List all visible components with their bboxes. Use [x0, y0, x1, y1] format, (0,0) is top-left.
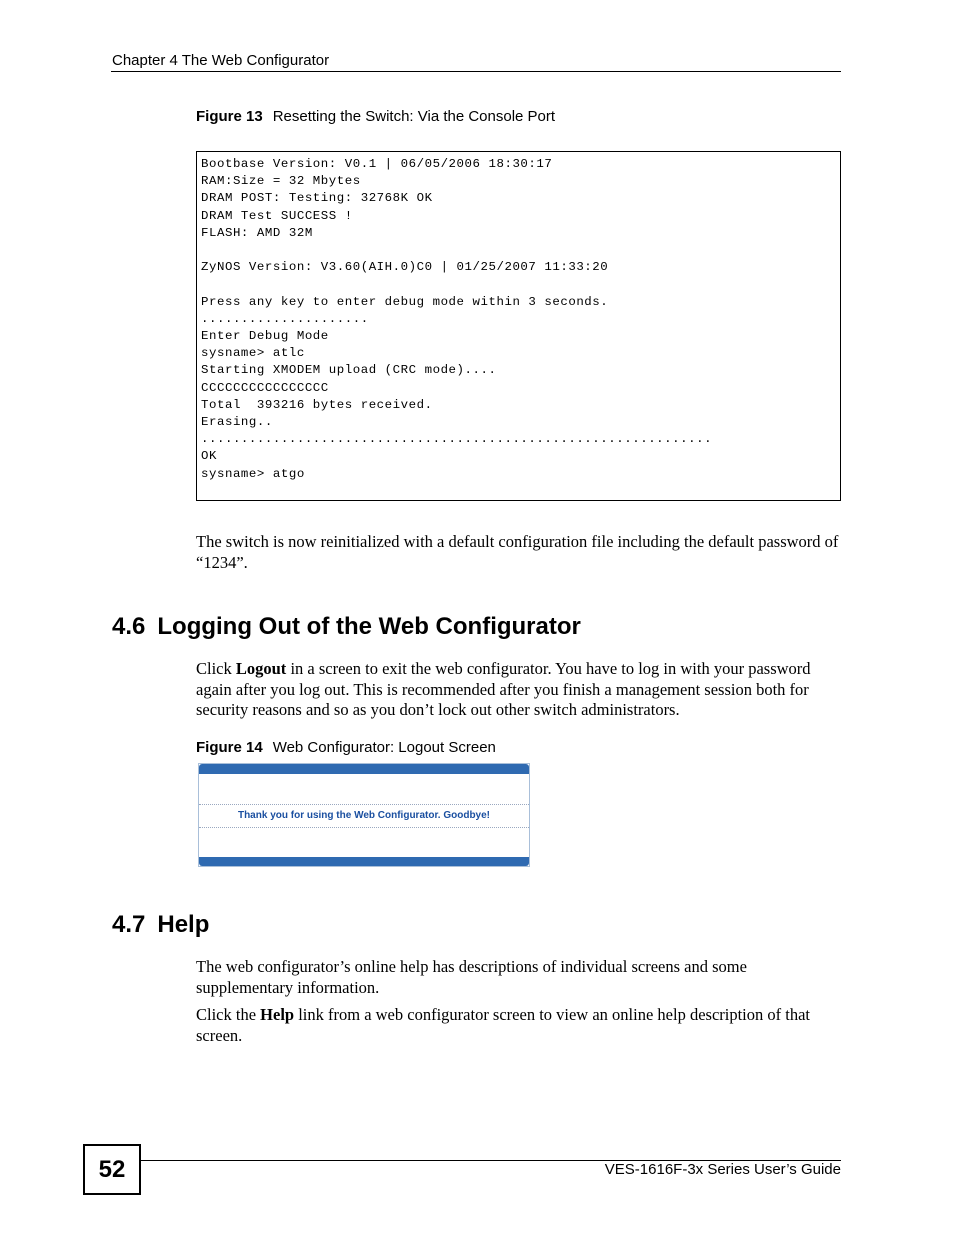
logout-message: Thank you for using the Web Configurator. Goodbye! — [237, 810, 491, 821]
text-run: Click the — [196, 1005, 261, 1024]
help-paragraph-1: The web configurator’s online help has descriptions of individual screens and some supplementary information. — [196, 957, 747, 997]
text-run: Click — [196, 659, 236, 678]
logout-bottom-bar — [199, 857, 529, 866]
reset-paragraph: The switch is now reinitialized with a default configuration file including the default password of “1234”. — [196, 532, 839, 572]
text-run: in a screen to exit the web configurator. You have to log in with your password again after you log out. This is recommended after you finish a management session both for security reasons and so as you don’t lock out other switch administrators. — [196, 659, 811, 719]
section-title: Logging Out of the Web Configurator — [157, 613, 581, 640]
logout-top-bar — [199, 764, 529, 774]
logout-screen-figure — [198, 763, 530, 867]
header-divider — [111, 71, 841, 72]
divider — [199, 804, 529, 805]
chapter-header: Chapter 4 The Web Configurator — [112, 52, 330, 69]
logout-paragraph — [196, 659, 841, 721]
console-output-text: Bootbase Version: V0.1 | 06/05/2006 18:30:17 RAM:Size = 32 Mbytes DRAM POST: Testing: 32768K OK DRAM Test SUCCESS ! FLASH: AMD 32M ZyNOS Version: V3.60(AIH.0)C0 | 01/25/2007 11:33:20 Press any key to enter debug mode within 3 seconds. ..................... Enter Debug Mode sysname> atlc Starting XMODEM upload (CRC mode).... CCCCCCCCCCCCCCCC Total 393216 bytes received. Erasing.. ................................................................ OK sysname> atgo — [201, 157, 713, 481]
divider — [199, 827, 529, 828]
figure-14-title: Web Configurator: Logout Screen — [272, 739, 496, 756]
guide-title: VES-1616F-3x Series User’s Guide — [604, 1161, 841, 1178]
section-number: 4.7 — [112, 911, 146, 938]
section-4-7-heading — [112, 911, 209, 939]
page-number-box — [83, 1144, 141, 1195]
section-number: 4.6 — [112, 613, 146, 640]
logout-term: Logout — [235, 659, 287, 678]
figure-14-caption — [196, 739, 496, 756]
figure-13-caption — [196, 108, 555, 125]
figure-14-label: Figure 14 — [196, 739, 263, 756]
figure-13-label: Figure 13 — [196, 108, 263, 125]
section-4-6-heading — [112, 613, 581, 641]
figure-13-title: Resetting the Switch: Via the Console Port — [272, 108, 556, 125]
section-title: Help — [157, 911, 210, 938]
page-number: 52 — [98, 1156, 126, 1183]
text-run: link from a web configurator screen to view an online help description of that screen. — [196, 1005, 811, 1045]
help-term: Help — [260, 1005, 295, 1024]
help-paragraph-2 — [196, 1005, 841, 1046]
console-output-box — [196, 151, 841, 501]
